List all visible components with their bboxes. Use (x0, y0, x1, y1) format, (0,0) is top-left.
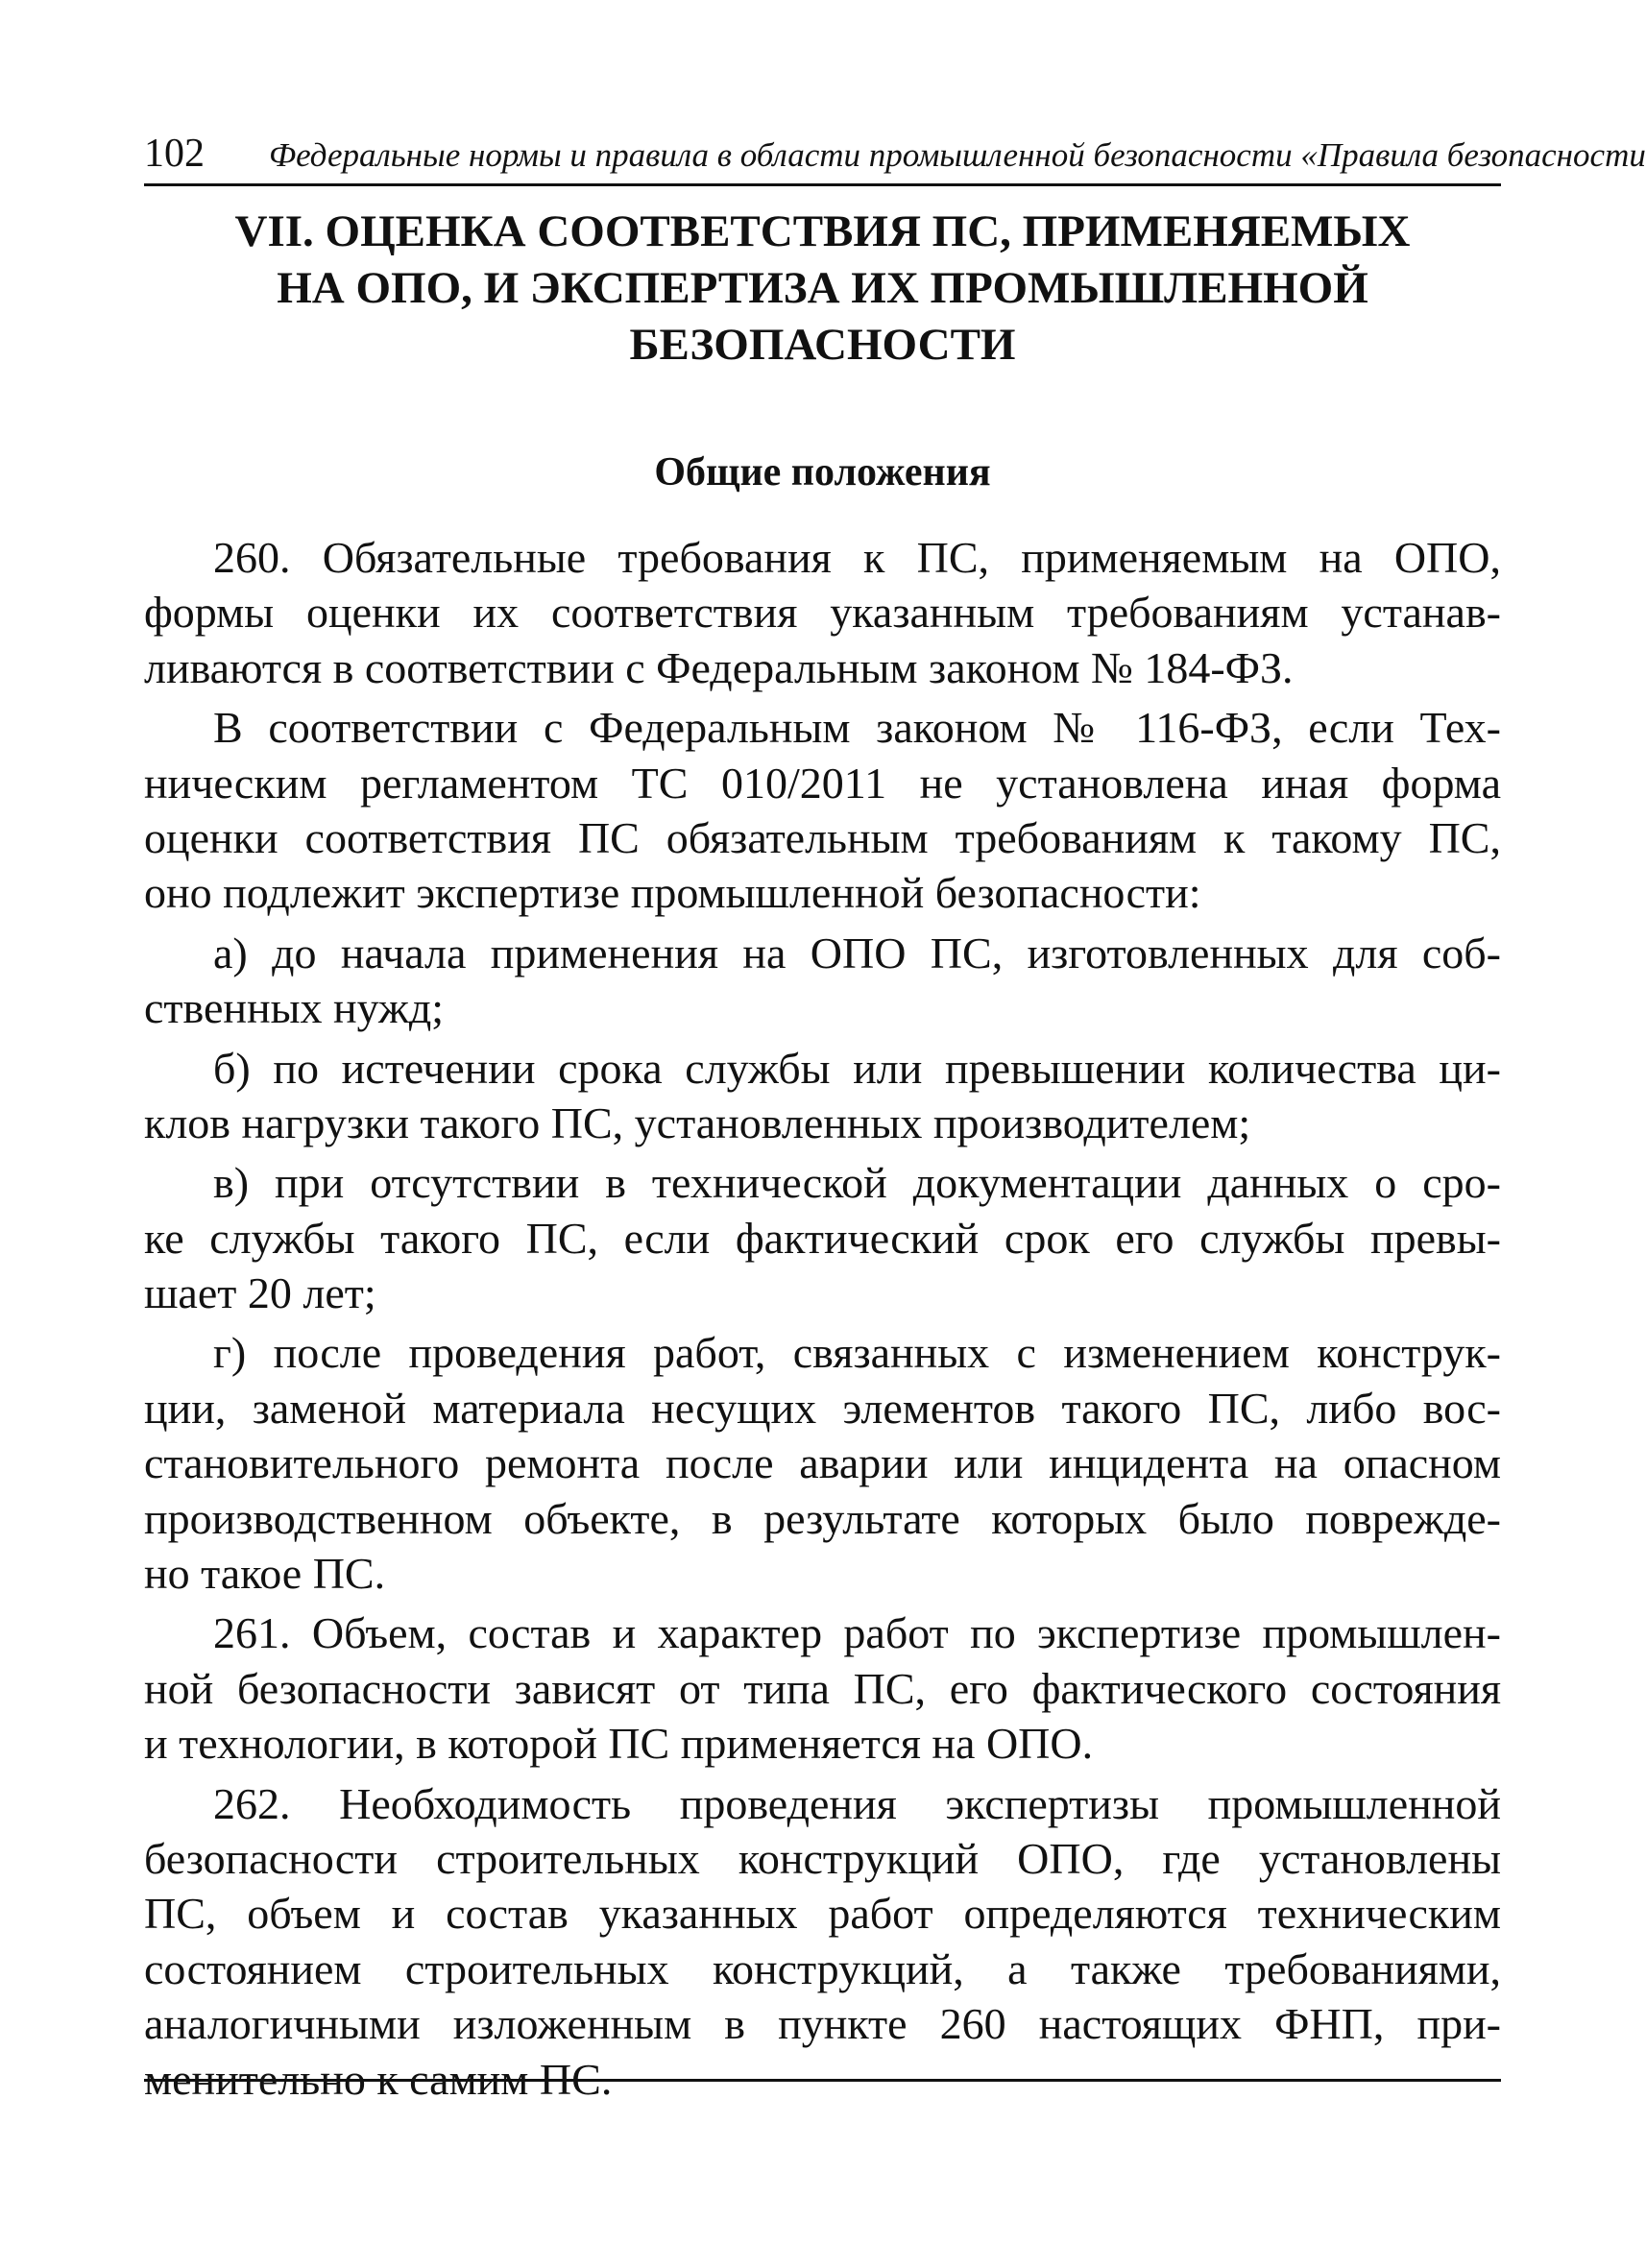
text-line: производственном объекте, в результате которых было поврежде- (144, 1493, 1501, 1543)
text-line: а) до начала применения на ОПО ПС, изготовленных для соб- (213, 928, 1501, 977)
text-line: состоянием строительных конструкций, а также требованиями, (144, 1943, 1501, 1993)
text-line: становительного ремонта после аварии или инцидента на опасном (144, 1438, 1501, 1488)
text-line: аналогичными изложенным в пункте 260 настоящих ФНП, при- (144, 1999, 1501, 2049)
text-line: ции, заменой материала несущих элементов такого ПС, либо вос- (144, 1383, 1501, 1433)
text-line: формы оценки их соответствия указанным требованиям устанав- (144, 588, 1501, 638)
text-line: 262. Необходимость проведения экспертизы промышленной (213, 1778, 1501, 1828)
text-line: ническим регламентом ТС 010/2011 не установлена иная форма (144, 758, 1501, 808)
running-header (144, 130, 1646, 186)
text-line: оценки соответствия ПС обязательным требованиям к такому ПС, (144, 812, 1501, 862)
text-line: ПС, объем и состав указанных работ определяются техническим (144, 1889, 1501, 1939)
text-line: ке службы такого ПС, если фактический срок его службы превы- (144, 1213, 1501, 1263)
list-item-a (144, 926, 1501, 1036)
paragraph-261 (144, 1605, 1501, 1771)
text-line: ной безопасности зависят от типа ПС, его фактического состояния (144, 1663, 1501, 1713)
list-item-v (144, 1155, 1501, 1320)
chapter-title-line: НА ОПО, И ЭКСПЕРТИЗА ИХ ПРОМЫШЛЕННОЙ (277, 263, 1368, 313)
text-line: оно подлежит экспертизе промышленной безопасности: (144, 868, 1201, 918)
list-item-g (144, 1325, 1501, 1601)
text-line: и технологии, в которой ПС применяется на ОПО. (144, 1719, 1094, 1769)
text-line: менительно к самим ПС. (144, 2054, 613, 2104)
page-number: 102 (144, 132, 205, 176)
text-line: шает 20 лет; (144, 1268, 376, 1318)
paragraph-federal-law (144, 700, 1501, 921)
footer-rule (144, 2079, 1501, 2082)
chapter-title-line: БЕЗОПАСНОСТИ (629, 320, 1016, 370)
text-line: 261. Объем, состав и характер работ по экспертизе промышлен- (213, 1608, 1501, 1658)
chapter-title-line: VII. ОЦЕНКА СООТВЕТСТВИЯ ПС, ПРИМЕНЯЕМЫХ (234, 206, 1411, 256)
text-line: клов нагрузки такого ПС, установленных производителем; (144, 1098, 1251, 1147)
body-text (144, 530, 1501, 2107)
text-line: г) после проведения работ, связанных с изменением конструк- (213, 1328, 1501, 1378)
chapter-title (144, 204, 1501, 374)
list-item-b (144, 1041, 1501, 1151)
running-header-title: Федеральные нормы и правила в области промышленной безопасности «Правила безопасности (269, 136, 1646, 174)
text-line: В соответствии с Федеральным законом № 116-ФЗ, если Тех- (213, 703, 1501, 753)
text-line: 260. Обязательные требования к ПС, применяемым на ОПО, (213, 533, 1501, 582)
text-line: безопасности строительных конструкций ОПО, где установлены (144, 1833, 1501, 1883)
section-title: Общие положения (654, 450, 991, 495)
text-line: но такое ПС. (144, 1549, 386, 1599)
text-line: ливаются в соответствии с Федеральным законом № 184-ФЗ. (144, 642, 1294, 692)
text-line: б) по истечении срока службы или превышении количества ци- (213, 1043, 1501, 1093)
paragraph-262 (144, 1776, 1501, 2107)
paragraph-260 (144, 530, 1501, 695)
text-line: в) при отсутствии в технической документации данных о сро- (213, 1158, 1501, 1208)
text-line: ственных нужд; (144, 983, 445, 1033)
